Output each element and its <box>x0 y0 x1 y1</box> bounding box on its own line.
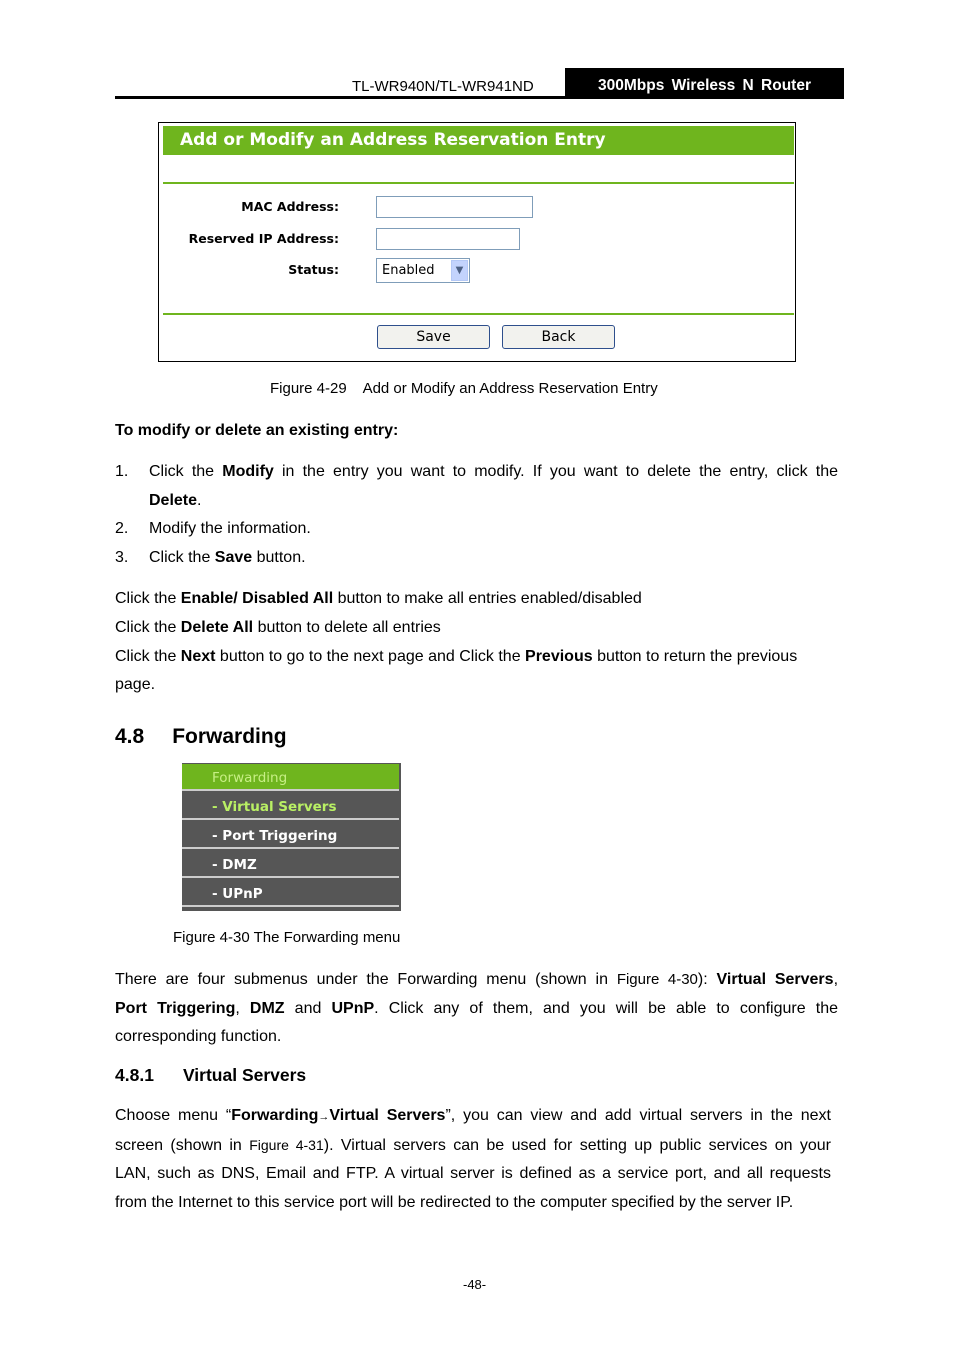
status-select[interactable] <box>376 258 470 283</box>
menu-item-forwarding[interactable]: Forwarding <box>182 764 399 791</box>
submenus-line-3: corresponding function. <box>115 1028 282 1045</box>
reserved-ip-label: Reserved IP Address: <box>188 231 339 246</box>
menu-item-upnp[interactable]: - UPnP <box>182 880 399 907</box>
panel-divider-top <box>163 182 794 184</box>
step-1-line-2: Delete. <box>149 492 202 509</box>
mac-address-input[interactable] <box>376 196 533 218</box>
page-number: -48- <box>463 1277 487 1292</box>
modify-heading: To modify or delete an existing entry: <box>115 422 399 439</box>
step-2-text: Modify the information. <box>149 520 311 537</box>
step-3-text: Click the Save button. <box>149 549 306 566</box>
next-previous-line: Click the Next button to go to the next page and Click the Previous button to return the previous <box>115 648 798 665</box>
reserved-ip-input[interactable] <box>376 228 520 250</box>
chevron-down-icon[interactable]: ▼ <box>451 260 468 281</box>
status-select-value: Enabled <box>382 263 435 278</box>
enable-all-line: Click the Enable/ Disabled All button to make all entries enabled/disabled <box>115 590 642 607</box>
header-model: TL-WR940N/TL-WR941ND <box>352 78 534 95</box>
save-button[interactable]: Save <box>377 325 490 349</box>
panel-divider-bottom <box>163 313 794 315</box>
section-4-8-1-heading: 4.8.1 Virtual Servers <box>115 1065 307 1085</box>
address-reservation-panel <box>158 122 796 362</box>
figure-4-30-caption: Figure 4-30 The Forwarding menu <box>173 929 401 946</box>
virtual-line-2: screen (shown in Figure 4-31). Virtual servers can be used for setting up public services on your <box>115 1137 832 1154</box>
menu-item-port-triggering[interactable]: - Port Triggering <box>182 822 399 849</box>
section-4-8-heading: 4.8 Forwarding <box>115 725 287 748</box>
step-3-number: 3. <box>115 549 129 566</box>
header-rule <box>115 96 844 99</box>
header-product: 300Mbps Wireless N Router <box>565 68 844 99</box>
back-button[interactable]: Back <box>502 325 615 349</box>
virtual-line-1: Choose menu “Forwarding→Virtual Servers”, you can view and add virtual servers in the next <box>115 1107 831 1124</box>
figure-4-29-caption: Figure 4-29 Add or Modify an Address Reservation Entry <box>270 380 658 397</box>
step-1-line-1: Click the Modify in the entry you want to modify. If you want to delete the entry, click the <box>149 463 839 480</box>
step-2-number: 2. <box>115 520 129 537</box>
delete-all-line: Click the Delete All button to delete all entries <box>115 619 441 636</box>
panel-title: Add or Modify an Address Reservation Entry <box>163 126 794 155</box>
next-previous-line-2: page. <box>115 676 156 693</box>
status-label: Status: <box>288 262 339 277</box>
forwarding-menu <box>182 763 401 911</box>
menu-item-virtual-servers[interactable]: - Virtual Servers <box>182 793 399 820</box>
virtual-line-3: LAN, such as DNS, Email and FTP. A virtual server is defined as a service port, and all requests <box>115 1165 831 1182</box>
virtual-line-4: from the Internet to this service port will be redirected to the computer specified by the server IP. <box>115 1194 794 1211</box>
submenus-line-2: Port Triggering, DMZ and UPnP. Click any of them, and you will be able to configure the <box>115 1000 838 1017</box>
step-1-number: 1. <box>115 463 129 480</box>
submenus-line-1: There are four submenus under the Forwarding menu (shown in Figure 4-30): Virtual Servers, <box>115 971 839 988</box>
mac-address-label: MAC Address: <box>241 199 339 214</box>
menu-item-dmz[interactable]: - DMZ <box>182 851 399 878</box>
